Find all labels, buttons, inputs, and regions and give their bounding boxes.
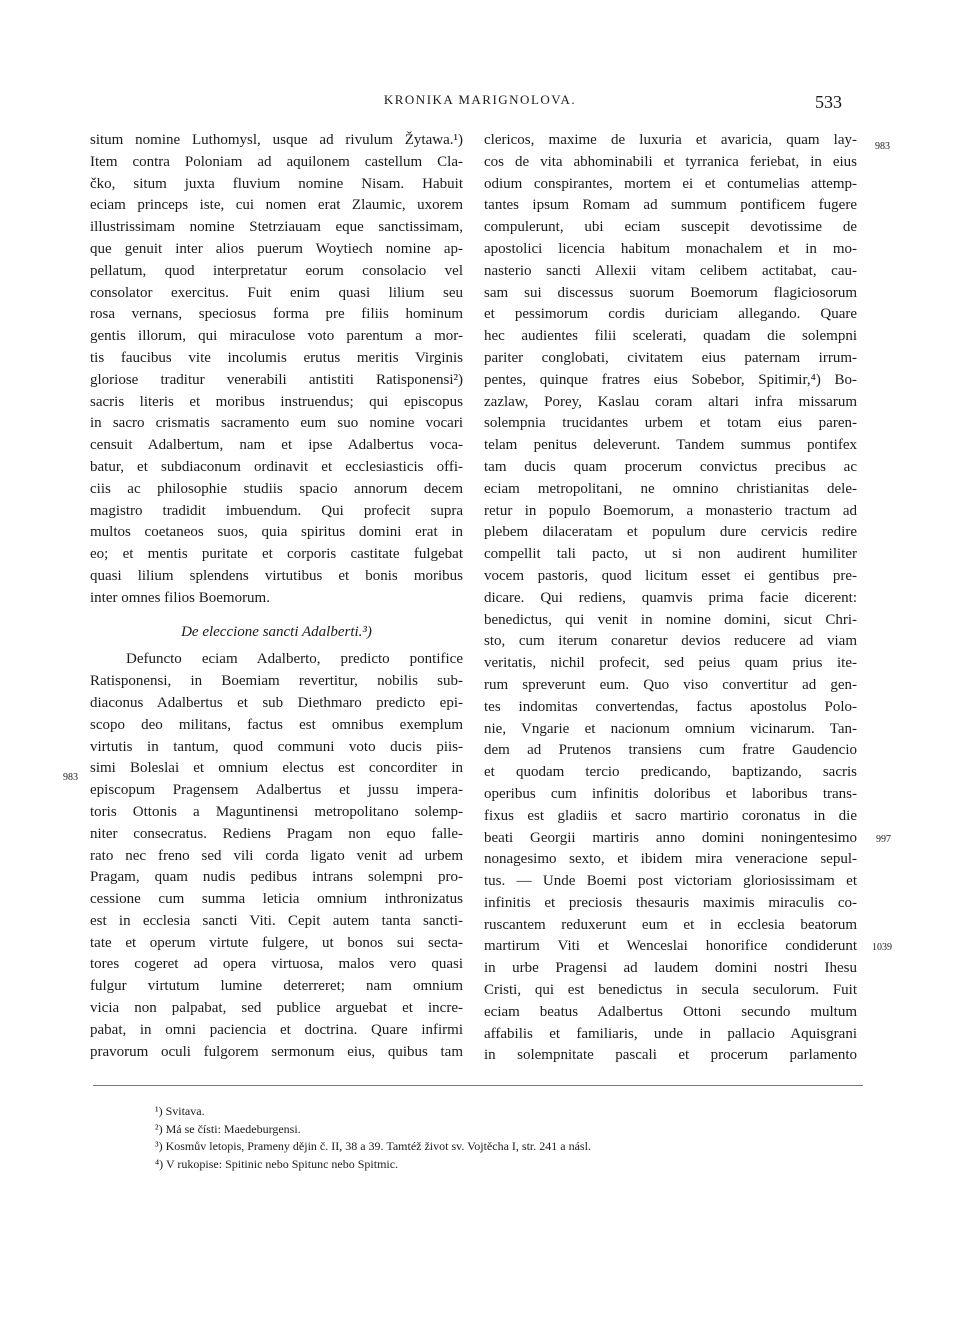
text-line: rato nec freno sed vili corda ligato venit ad urbem [90,847,463,864]
text-line: hec audientes filii scelerati, quadam die solempni [484,328,857,345]
margin-year-right: 983 [875,141,890,152]
text-line: situm nomine Luthomysl, usque ad rivulum Žytawa.¹) [90,132,463,148]
left-column-text-before [90,130,463,610]
text-line: in urbe Pragensi ad laudem domini nostri Ihesu [484,960,857,977]
text-line: plebem dilaceratam et populum dure cervicis redire [484,524,857,541]
text-line: telam penitus deleverunt. Tandem summus pontifex [484,437,857,454]
text-line: Cristi, qui est benedictus in secula seculorum. Fuit [484,982,857,999]
text-line: tores cogeret ad opera virtuosa, malos vero quasi [90,956,463,973]
text-line: beati Georgii martiris anno domini noningentesimo [484,829,857,846]
text-line: simi Boleslai et omnium electus est concorditer in [90,760,463,777]
text-line: tes indomitas convertendas, factus apostolus Polo- [484,698,857,715]
text-line: Ratisponensi, in Boemiam revertitur, nobilis sub- [90,673,463,690]
right-column [484,130,857,1067]
text-line: rum spreverunt eum. Quo viso convertitur ad gen- [484,676,857,693]
text-line: nie, Vngarie et nacionum omnium vicinarum. Tan- [484,720,857,737]
text-line: nonagesimo sexto, et ibidem mira veneracione sepul- [484,851,857,868]
text-line: sacris literis et moribus instruendus; qui episcopus [90,393,463,410]
text-line: magistro tradidit imbuendum. Qui profecit supra [90,502,463,519]
text-line: compulerunt, ubi eciam suscepit devotissime de [484,219,857,236]
text-line: compellit tali pacto, ut si non audirent humiliter [484,546,857,563]
text-line: retur in populo Boemorum, a monasterio tractum ad [484,502,857,519]
margin-year-right: 997 [876,834,891,845]
text-line: consolator exercitus. Fuit enim quasi lilium seu [90,284,463,301]
text-line: pabat, in omni paciencia et doctrina. Quare infirmi [90,1021,463,1038]
text-line: solempnia trucidantes urbem et totam eius paren- [484,415,857,432]
footnote: ⁴) V rukopise: Spitinic nebo Spitunc nebo Spitmic. [155,1156,399,1171]
text-line: in sacro crismatis sacramento eum suo nomine vocari [90,415,463,432]
text-line: et quodam tercio predicando, baptizando, sacris [484,764,857,781]
text-line: virtutis in tantum, quod communi voto ducis piis- [90,738,463,755]
text-line: dicare. Qui rediens, quamvis prima facie dicerent: [484,589,857,606]
text-line: fixus est gladiis et sacro martirio coronatus in die [484,807,857,824]
text-line: gentis illorum, qui miraculose voto parentum a mor- [90,328,463,345]
text-line: rosa vernans, speciosus forma pre filiis hominum [90,306,463,323]
page-number: 533 [815,92,842,112]
running-title: KRONIKA MARIGNOLOVA. [383,92,577,107]
footnote-rule [93,1085,863,1086]
text-line: et pessimorum cordis duriciam allegando. Quare [484,306,857,323]
text-line: vicia non palpabat, sed publice arguebat et incre- [90,1000,463,1017]
text-line: apostolici licencia habitum monachalem et in mo- [484,240,857,257]
text-line: veritatis, nichil profecit, sed peius quam prius ite- [484,655,857,672]
margin-year-left: 983 [63,772,78,783]
text-line: nasterio sancti Allexii vitam celibem actitabat, cau- [484,262,857,279]
text-line: episcopum Pragensem Adalbertus et jussu impera- [90,782,463,799]
text-line: infinitis et preciosis thesauris maximis miraculis co- [484,894,857,911]
text-line: ciis ac philosophie studiis spacio annorum decem [90,480,463,497]
text-line: Defuncto eciam Adalberto, predicto pontifice [126,651,463,668]
footnote: ¹) Svitava. [155,1104,205,1118]
text-line: clericos, maxime de luxuria et avaricia, quam lay- [484,132,857,148]
text-line: zazlaw, Porey, Kaslau coram altari infra missarum [484,393,857,410]
footnote: ³) Kosmův letopis, Prameny dějin č. II, 38 a 39. Tamtéž život sv. Vojtěcha I, str. 241 a násl. [155,1139,591,1153]
text-line: Item contra Poloniam ad aquilonem castellum Cla- [90,153,463,170]
text-line: inter omnes filios Boemorum. [90,589,270,606]
text-line: pellatum, quod interpretatur eorum consolacio vel [90,262,463,279]
text-line: tis faucibus vite incolumis erutus meritis Virginis [90,349,463,366]
text-line: fulgur virtutum lumine deterreret; nam omnium [90,978,463,995]
text-line: tantes ipsum Romam ad summum pontificem fugere [484,197,857,214]
text-line: eciam princeps iste, cui nomen erat Zlaumic, uxorem [90,197,463,214]
left-column [90,130,463,1063]
text-line: martirum Viti et Wenceslai honorifice condiderunt [484,938,857,955]
text-line: odium conspirantes, mortem ei et contumelias attemp- [484,175,857,192]
text-line: cos de vita abhominabili et tyrranica feriebat, in eius [484,153,857,170]
text-line: eo; et mentis puritate et corporis castitate fulgebat [90,546,463,563]
footnotes [155,1103,591,1173]
text-line: eciam beatus Adalbertus Ottoni secundo multum [484,1003,857,1020]
text-line: scopo deo militans, factus est omnibus exemplum [90,716,463,733]
text-line: operibus cum infinitis doloribus et laboribus trans- [484,785,857,802]
text-line: affabilis et familiaris, unde in pallacio Aquisgrani [484,1025,857,1042]
text-line: sto, cum iterum conaretur devios reducere ad viam [484,633,857,650]
text-line: diaconus Adalbertus et sub Diethmaro predicto epi- [90,694,463,711]
text-line: pentes, quinque fratres eius Sobebor, Spitimir,⁴) Bo- [484,371,857,388]
text-line: pariter conglobati, civitatem eius paternam irrum- [484,349,857,366]
text-line: toris Ottonis a Maguntinensi metropolitano solemp- [90,803,463,820]
text-line: Pragam, quam nudis pedibus intrans solempni pro- [90,869,463,886]
text-line: tam ducis quam procerum convictus precibus ac [484,458,857,475]
text-line: benedictus, qui venit in nomine domini, sicut Chri- [484,611,857,628]
text-line: tus. — Unde Boemi post victoriam gloriosissimam et [484,873,857,890]
footnote: ²) Má se čísti: Maedeburgensi. [155,1121,301,1136]
text-line: in solempnitate pascali et procerum parlamento [484,1047,857,1064]
text-line: tate et operum virtute fulgere, ut bonos sui secta- [90,934,463,951]
text-line: cessione cum summa leticia omnium inthronizatus [90,891,463,908]
text-line: vocem pastoris, quod licitum esset ei gentibus pre- [484,567,857,584]
section-heading: De eleccione sancti Adalberti.³) [181,623,372,640]
margin-year-right: 1039 [872,942,892,953]
text-line: quasi lilium splendens virtutibus et bonis moribus [90,567,463,584]
text-line: que genuit inter alios puerum Woytiech nomine ap- [90,240,463,257]
text-line: eciam metropolitani, ne omnino christianitas dele- [484,480,857,497]
left-column-text-after [90,649,463,1063]
text-line: sam sui discessus suorum Boemorum flagiciosorum [484,284,857,301]
text-line: batur, et subdiaconum ordinavit et ecclesiasticis offi- [90,458,463,475]
text-line: censuit Adalbertum, nam et ipse Adalbertus voca- [90,437,463,454]
text-line: est in ecclesia sancti Viti. Cepit autem tanta sancti- [90,912,463,929]
text-line: niter consecratus. Rediens Pragam non equo falle- [90,825,463,842]
text-line: pravorum oculi fulgorem sermonum eius, quibus tam [90,1043,463,1060]
text-line: čko, situm juxta fluvium nomine Nisam. Habuit [90,175,463,192]
text-line: dem ad Prutenos transiens cum fratre Gaudencio [484,742,857,759]
text-line: ruscantem reduxerunt eum et in ecclesia beatorum [484,916,857,933]
text-line: multos coetaneos suos, quia spiritus domini erat in [90,524,463,541]
text-line: illustrissimam nomine Stetrziauam eque sanctissimam, [90,219,463,236]
text-line: gloriose traditur venerabili antistiti Ratisponensi²) [90,371,463,388]
